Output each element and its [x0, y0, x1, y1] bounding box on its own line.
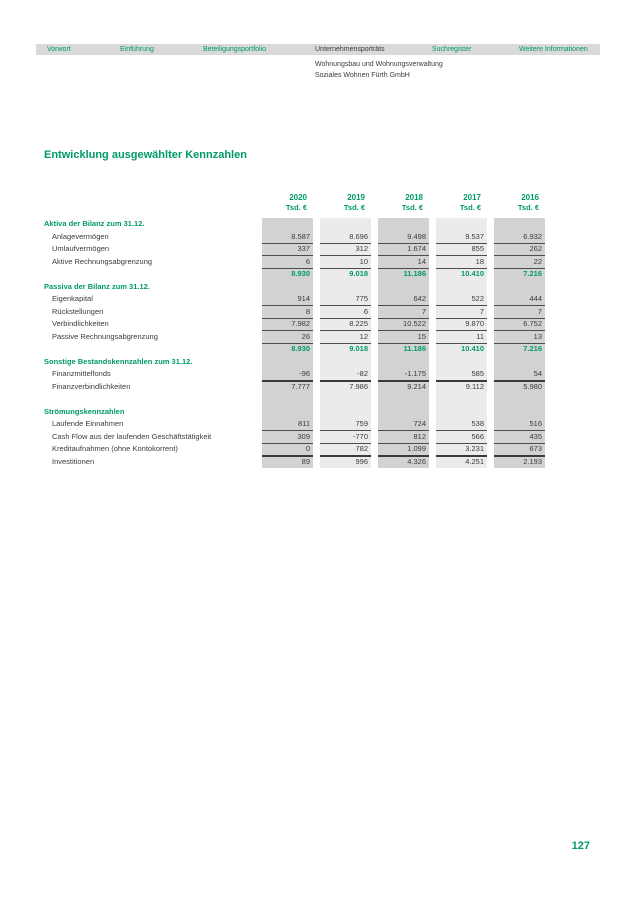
empty-cell — [436, 281, 487, 294]
value-cell: 89 — [301, 456, 310, 466]
value-cell: 9.537 — [436, 231, 487, 244]
row-label: Passive Rechnungsabgrenzung — [52, 331, 158, 341]
value-cell: 8.225 — [320, 318, 371, 331]
value-cell: 8.587 — [262, 231, 313, 244]
value-cell: -1.175 — [378, 368, 429, 382]
value-cell: 1.674 — [378, 243, 429, 256]
group-header-label: Passiva der Bilanz zum 31.12. — [44, 281, 150, 291]
value-cell: 782 — [320, 443, 371, 457]
row-label: Finanzmittelfonds — [52, 369, 111, 378]
column-unit: Tsd. € — [517, 203, 539, 212]
value-cell: 566 — [436, 431, 487, 444]
empty-cell — [494, 406, 545, 419]
value-cell: 724 — [378, 418, 429, 431]
value-cell: 642 — [378, 293, 429, 306]
value-cell: 15 — [378, 331, 429, 344]
table-row — [44, 293, 545, 306]
value-cell: 10 — [320, 256, 371, 269]
table-row — [44, 331, 545, 344]
value-cell: 6.752 — [494, 318, 545, 331]
row-label: Finanzverbindlichkeiten — [52, 381, 131, 391]
value-cell: 54 — [494, 368, 545, 382]
nav-item-einf-hrung[interactable]: Einführung — [120, 46, 154, 53]
column-header-2017 — [436, 192, 487, 213]
row-label: Investitionen — [52, 456, 95, 466]
column-header-2020 — [262, 192, 313, 213]
value-cell: 26 — [262, 331, 313, 344]
empty-cell — [436, 218, 487, 231]
table-row — [44, 306, 545, 319]
value-cell: 5.980 — [523, 381, 542, 391]
value-cell: 6 — [320, 306, 371, 319]
group-header-label: Sonstige Bestandskennzahlen zum 31.12. — [44, 356, 193, 366]
value-cell: 8.930 — [291, 269, 310, 278]
column-year: 2017 — [463, 193, 481, 202]
chapter-context — [315, 59, 443, 81]
page-title: Entwicklung ausgewählter Kennzahlen — [44, 149, 247, 161]
value-cell: 10.522 — [378, 318, 429, 331]
header-spacer — [44, 192, 255, 213]
value-cell: 7.982 — [262, 318, 313, 331]
column-header-2016 — [494, 192, 545, 213]
empty-cell — [44, 393, 255, 406]
nav-item-vorwort[interactable]: Vorwort — [47, 46, 71, 53]
table-row — [44, 381, 545, 394]
empty-cell — [262, 218, 313, 231]
value-cell: 9.018 — [349, 269, 368, 278]
empty-cell — [494, 356, 545, 369]
group-header-label: Aktiva der Bilanz zum 31.12. — [44, 219, 145, 228]
table-body — [44, 218, 545, 468]
value-cell: 309 — [262, 431, 313, 444]
group-header-row — [44, 218, 545, 231]
value-cell: 522 — [436, 293, 487, 306]
value-cell: 759 — [320, 418, 371, 431]
spacer-row — [44, 393, 545, 406]
empty-cell — [378, 406, 429, 419]
value-cell: 6 — [262, 256, 313, 269]
value-cell: -770 — [320, 431, 371, 444]
table-row — [44, 431, 545, 444]
context-line-1: Wohnungsbau und Wohnungsverwaltung — [315, 61, 443, 68]
top-navigation — [36, 44, 600, 55]
value-cell: 14 — [378, 256, 429, 269]
empty-cell — [378, 281, 429, 294]
column-year: 2019 — [347, 193, 365, 202]
empty-cell — [378, 356, 429, 369]
value-cell: 7.216 — [523, 269, 542, 278]
value-cell: 9.018 — [349, 344, 368, 353]
empty-cell — [494, 281, 545, 294]
table-row — [44, 418, 545, 431]
value-cell: 1.099 — [378, 443, 429, 457]
value-cell: 435 — [494, 431, 545, 444]
total-row — [44, 268, 545, 281]
value-cell: 22 — [494, 256, 545, 269]
empty-cell — [320, 281, 371, 294]
row-label: Anlagevermögen — [52, 231, 109, 241]
row-label — [44, 343, 255, 356]
value-cell: 914 — [262, 293, 313, 306]
nav-item-beteiligungsportfolio[interactable]: Beteiligungsportfolio — [203, 46, 267, 53]
row-label: Cash Flow aus der laufenden Geschäftstätigkeit — [52, 431, 212, 441]
value-cell: 18 — [436, 256, 487, 269]
column-header-2019 — [320, 192, 371, 213]
empty-cell — [378, 393, 429, 406]
total-row — [44, 343, 545, 356]
value-cell: 0 — [262, 443, 313, 457]
row-label: Kreditaufnahmen (ohne Kontokorrent) — [52, 444, 178, 453]
column-header-2018 — [378, 192, 429, 213]
value-cell: 3.231 — [436, 443, 487, 457]
context-line-2: Soziales Wohnen Fürth GmbH — [315, 72, 410, 79]
table-header-row — [44, 192, 545, 213]
empty-cell — [320, 218, 371, 231]
value-cell: 337 — [262, 243, 313, 256]
group-header-row — [44, 406, 545, 419]
nav-item-weitere-informationen[interactable]: Weitere Informationen — [519, 46, 588, 53]
value-cell: 8 — [262, 306, 313, 319]
value-cell: 538 — [436, 418, 487, 431]
value-cell: 7.986 — [349, 381, 368, 391]
table-row — [44, 318, 545, 331]
empty-cell — [494, 393, 545, 406]
empty-cell — [494, 218, 545, 231]
column-year: 2018 — [405, 193, 423, 202]
group-header-row — [44, 281, 545, 294]
nav-item-unternehmensportr-ts[interactable]: Unternehmensporträts — [315, 46, 385, 53]
value-cell: 8.696 — [320, 231, 371, 244]
value-cell: 11.186 — [403, 269, 426, 278]
value-cell: 8.930 — [291, 344, 310, 353]
value-cell: 9.498 — [378, 231, 429, 244]
table-row — [44, 243, 545, 256]
value-cell: 9.214 — [407, 381, 426, 391]
row-label: Laufende Einnahmen — [52, 419, 124, 428]
value-cell: 9.870 — [436, 318, 487, 331]
empty-cell — [262, 393, 313, 406]
value-cell: 11.186 — [403, 344, 426, 353]
column-year: 2016 — [521, 193, 539, 202]
empty-cell — [320, 356, 371, 369]
table-row — [44, 456, 545, 469]
kennzahlen-table — [44, 192, 545, 468]
value-cell: 12 — [320, 331, 371, 344]
value-cell: 585 — [436, 368, 487, 382]
empty-cell — [262, 281, 313, 294]
value-cell: 6.932 — [494, 231, 545, 244]
value-cell: 10.410 — [461, 344, 484, 353]
value-cell: 996 — [355, 456, 368, 466]
value-cell: 4.326 — [407, 456, 426, 466]
value-cell: 312 — [320, 243, 371, 256]
value-cell: 2.193 — [523, 456, 542, 466]
table-row — [44, 231, 545, 244]
value-cell: 262 — [494, 243, 545, 256]
empty-cell — [262, 406, 313, 419]
row-label: Verbindlichkeiten — [52, 319, 109, 328]
row-label: Eigenkapital — [52, 294, 93, 303]
value-cell: 7.777 — [291, 381, 310, 391]
empty-cell — [378, 218, 429, 231]
value-cell: 7 — [494, 306, 545, 319]
value-cell: 811 — [262, 418, 313, 431]
nav-item-suchregister[interactable]: Suchregister — [432, 46, 472, 53]
empty-cell — [320, 393, 371, 406]
value-cell: 4.251 — [465, 456, 484, 466]
value-cell: 7.216 — [523, 344, 542, 353]
column-unit: Tsd. € — [401, 203, 423, 212]
empty-cell — [262, 356, 313, 369]
row-label: Umlaufvermögen — [52, 244, 110, 253]
empty-cell — [436, 393, 487, 406]
value-cell: 775 — [320, 293, 371, 306]
value-cell: 10.410 — [461, 269, 484, 278]
group-header-label: Strömungskennzahlen — [44, 406, 125, 416]
empty-cell — [436, 406, 487, 419]
column-unit: Tsd. € — [343, 203, 365, 212]
value-cell: 444 — [494, 293, 545, 306]
table-row — [44, 368, 545, 381]
value-cell: 13 — [494, 331, 545, 344]
row-label: Aktive Rechnungsabgrenzung — [52, 256, 153, 266]
column-unit: Tsd. € — [459, 203, 481, 212]
empty-cell — [320, 406, 371, 419]
table-row — [44, 256, 545, 269]
column-year: 2020 — [289, 193, 307, 202]
row-label: Rückstellungen — [52, 306, 104, 316]
value-cell: 11 — [436, 331, 487, 344]
value-cell: 7 — [378, 306, 429, 319]
empty-cell — [436, 356, 487, 369]
value-cell: 673 — [494, 443, 545, 457]
value-cell: 812 — [378, 431, 429, 444]
column-unit: Tsd. € — [285, 203, 307, 212]
value-cell: 7 — [436, 306, 487, 319]
value-cell: 516 — [494, 418, 545, 431]
group-header-row — [44, 356, 545, 369]
table-row — [44, 443, 545, 456]
value-cell: -82 — [320, 368, 371, 382]
page-number: 127 — [571, 840, 590, 852]
row-label — [44, 268, 255, 281]
value-cell: -96 — [262, 368, 313, 382]
value-cell: 9.112 — [465, 381, 484, 391]
value-cell: 855 — [436, 243, 487, 256]
